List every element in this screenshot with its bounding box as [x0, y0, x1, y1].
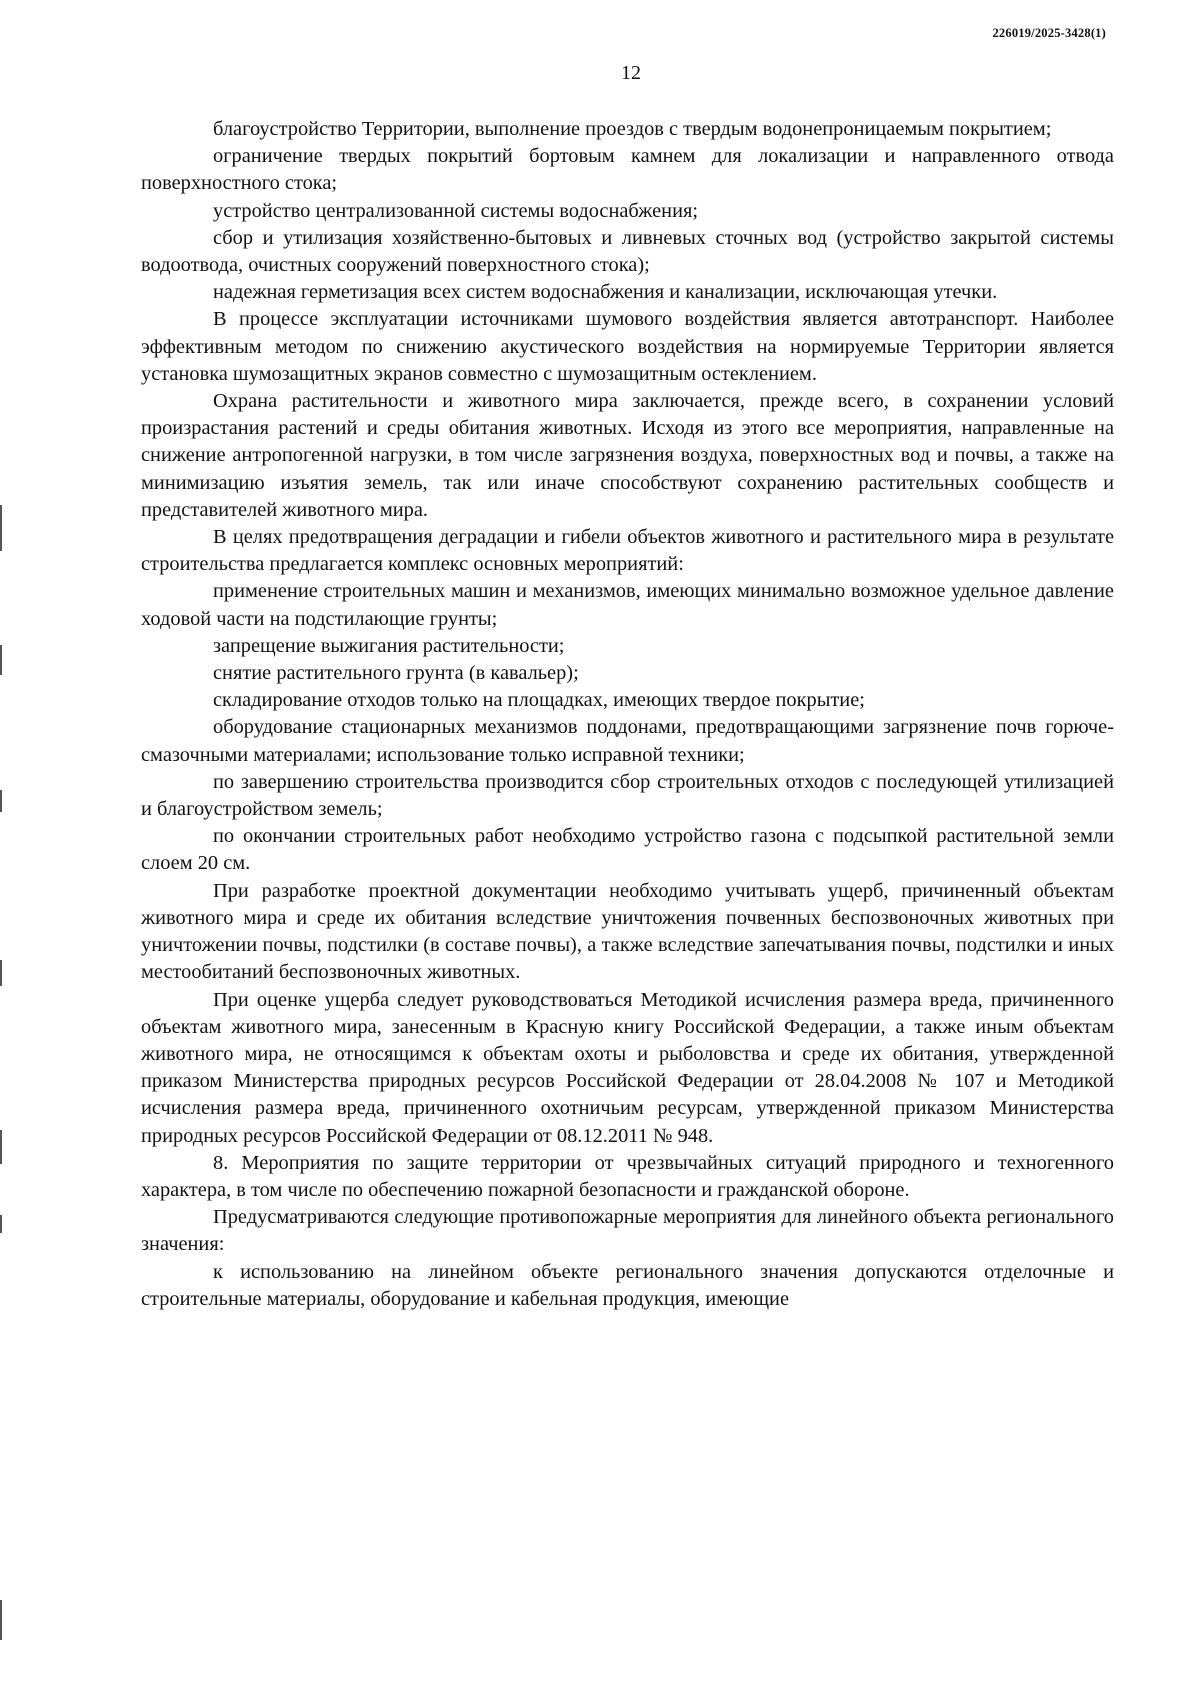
- scan-edge-mark: [0, 645, 2, 675]
- scan-edge-mark: [0, 1600, 2, 1640]
- paragraph: складирование отходов только на площадках, имеющих твердое покрытие;: [213, 689, 865, 712]
- paragraph: оборудование стационарных механизмов поддонами, предотвращающими загрязнение почв горюче-смазочными материалами; использование только исправной техники;: [141, 716, 1114, 766]
- paragraph: Предусматриваются следующие противопожарные мероприятия для линейного объекта регионального значения:: [141, 1206, 1114, 1256]
- paragraph: В процессе эксплуатации источниками шумового воздействия является автотранспорт. Наиболее эффективным методом по снижению акустического воздействия на нормируемые Территории является установка шумозащитных экранов совместно с шумозащитным остеклением.: [141, 308, 1114, 385]
- scan-edge-mark: [0, 1215, 2, 1233]
- scan-edge-mark: [0, 505, 2, 551]
- paragraph: В целях предотвращения деградации и гибели объектов животного и растительного мира в результате строительства предлагается комплекс основных мероприятий:: [141, 526, 1114, 576]
- paragraph: снятие растительного грунта (в кавальер);: [213, 662, 579, 685]
- scan-edge-mark: [0, 960, 2, 986]
- paragraph: При оценке ущерба следует руководствоваться Методикой исчисления размера вреда, причиненного объектам животного мира, занесенным в Красную книгу Российской Федерации, а также иным объектам животного мира, не относящимся к объектам охоты и рыболовства и среде их обитания, утвержденной приказом Министерства природных ресурсов Российской Федерации от 28.04.2008 № 107 и Методикой исчисления размера вреда, причиненного охотничьим ресурсам, утвержденной приказом Министерства природных ресурсов Российской Федерации от 08.12.2011 № 948.: [141, 988, 1114, 1147]
- document-id: 226019/2025-3428(1): [992, 26, 1106, 40]
- paragraph: благоустройство Территории, выполнение проездов с твердым водонепроницаемым покрытием;: [213, 118, 1052, 140]
- scan-edge-mark: [0, 790, 2, 812]
- paragraph: При разработке проектной документации необходимо учитывать ущерб, причиненный объектам животного мира и среде их обитания вследствие уничтожения почвенных беспозвоночных животных при уничтожении почвы, подстилки (в составе почвы), а также вследствие запечатывания почвы, подстилки и иных местообитаний беспозвоночных животных.: [141, 879, 1114, 984]
- paragraph: к использованию на линейном объекте регионального значения допускаются отделочные и строительные материалы, оборудование и кабельная продукция, имеющие: [141, 1260, 1114, 1310]
- paragraph: сбор и утилизация хозяйственно-бытовых и ливневых сточных вод (устройство закрытой системы водоотвода, очистных сооружений поверхностного стока);: [141, 226, 1114, 277]
- paragraph: запрещение выжигания растительности;: [213, 634, 565, 657]
- paragraph: ограничение твердых покрытий бортовым камнем для локализации и направленного отвода поверхностного стока;: [141, 145, 1114, 195]
- paragraph: устройство централизованной системы водоснабжения;: [213, 199, 699, 222]
- page-number: 12: [621, 62, 641, 84]
- section-heading: 8. Мероприятия по защите территории от чрезвычайных ситуаций природного и техногенного характера, в том числе по обеспечению пожарной безопасности и гражданской обороне.: [141, 1151, 1114, 1201]
- paragraph: по окончании строительных работ необходимо устройство газона с подсыпкой растительной земли слоем 20 см.: [141, 825, 1114, 875]
- document-body: [141, 116, 1114, 1313]
- paragraph: Охрана растительности и животного мира заключается, прежде всего, в сохранении условий произрастания растений и среды обитания животных. Исходя из этого все мероприятия, направленные на снижение антропогенной нагрузки, в том числе загрязнения воздуха, поверхностных вод и почвы, а также на минимизацию изъятия земель, так или иначе способствуют сохранению растительных сообществ и представителей животного мира.: [141, 390, 1114, 521]
- paragraph: по завершению строительства производится сбор строительных отходов с последующей утилизацией и благоустройством земель;: [141, 770, 1114, 821]
- paragraph: надежная герметизация всех систем водоснабжения и канализации, исключающая утечки.: [213, 281, 998, 304]
- scan-edge-mark: [0, 1130, 2, 1164]
- paragraph: применение строительных машин и механизмов, имеющих минимально возможное удельное давление ходовой части на подстилающие грунты;: [141, 580, 1114, 630]
